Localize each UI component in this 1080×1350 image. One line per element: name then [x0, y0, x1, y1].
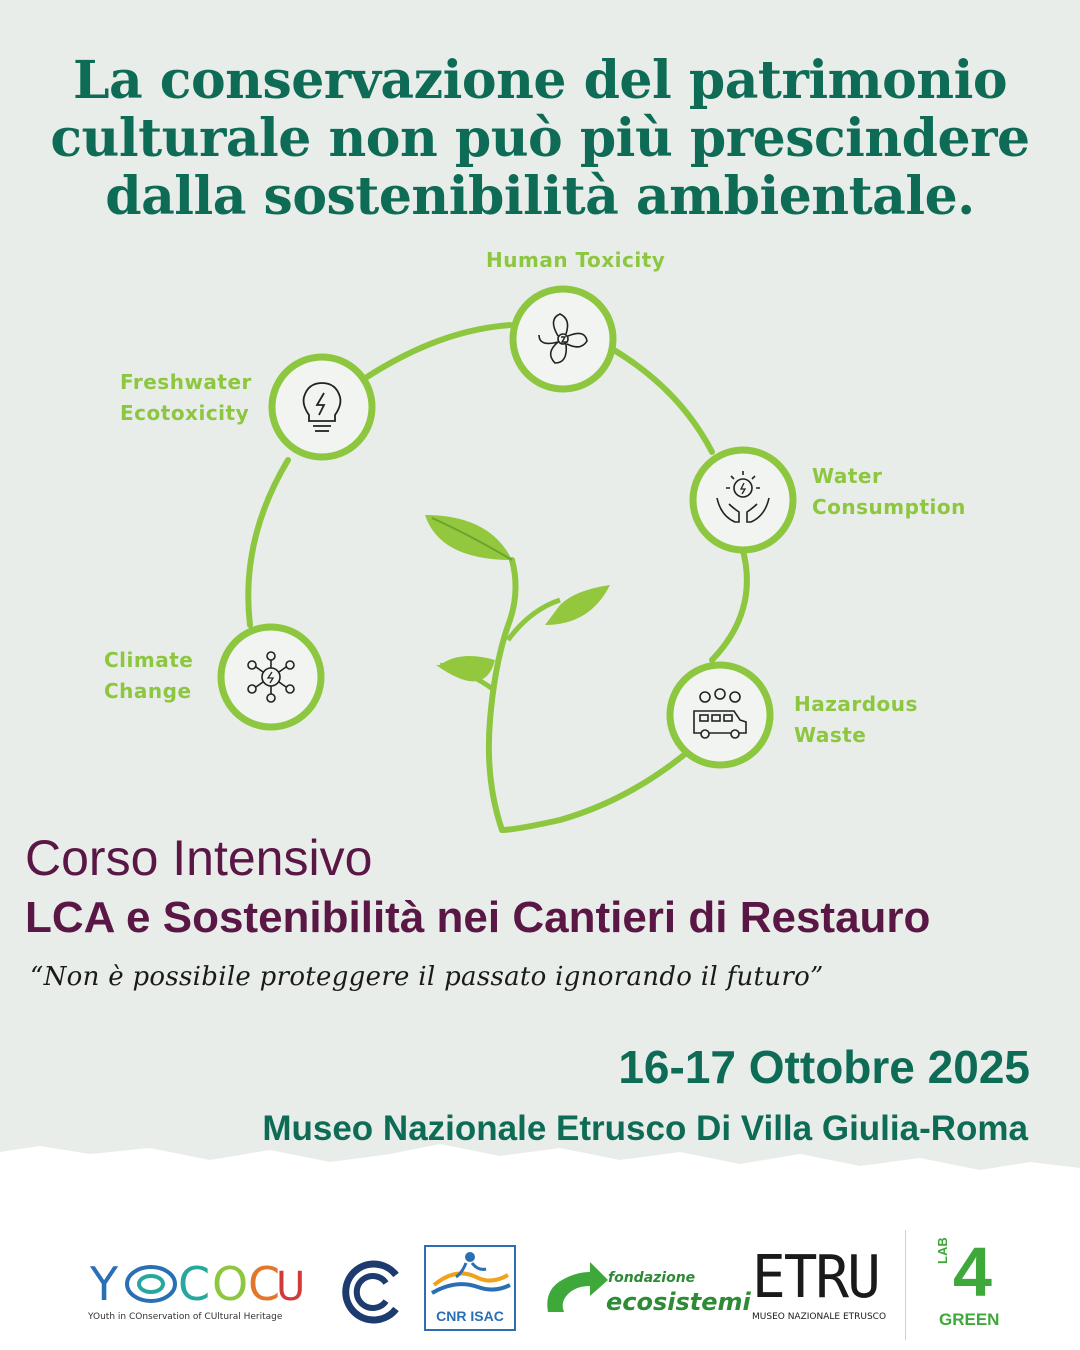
leaf-left	[436, 656, 495, 681]
yococu-logo	[88, 1260, 303, 1320]
svg-text:O: O	[212, 1260, 249, 1306]
ring-arc-bottom	[502, 750, 690, 830]
label-line: Ecotoxicity	[120, 401, 250, 425]
cnr-isac-label: CNR ISAC	[436, 1308, 504, 1324]
ecosistemi-line2: ecosistemi	[606, 1288, 751, 1316]
course-title: LCA e Sostenibilità nei Cantieri di Restauro	[25, 893, 931, 942]
ring-arc-right-lower	[712, 547, 747, 660]
label-line: Water	[812, 464, 883, 488]
logo-divider	[905, 1230, 906, 1340]
lab4green-top: LAB	[935, 1237, 950, 1264]
cnr-emblem-icon	[336, 1257, 406, 1327]
headline	[0, 52, 1080, 226]
node-hazardous-waste	[670, 665, 770, 765]
etru-caption: MUSEO NAZIONALE ETRUSCO	[752, 1312, 887, 1322]
yococu-tagline: YOuth in COnservation of CUltural Heritage	[88, 1312, 283, 1322]
etru-logo	[752, 1243, 892, 1328]
etru-wordmark: ETRU	[752, 1243, 879, 1312]
node-climate-change	[221, 627, 321, 727]
event-venue: Museo Nazionale Etrusco Di Villa Giulia-Roma	[262, 1109, 1028, 1148]
leaf-right	[545, 585, 610, 625]
lab4green-bottom: GREEN	[939, 1310, 1000, 1329]
impact-cycle-diagram	[0, 230, 1080, 840]
isac-box	[424, 1245, 516, 1331]
partner-logos	[0, 1230, 1080, 1340]
yococu-wordmark-icon	[88, 1260, 303, 1306]
fondazione-ecosistemi-logo	[540, 1250, 751, 1330]
svg-text:C: C	[178, 1260, 211, 1306]
cnr-isac-logo	[336, 1245, 516, 1330]
ring-arc-top	[367, 325, 510, 377]
node-water-consumption	[693, 450, 793, 550]
label-line: Hazardous	[794, 692, 918, 716]
label-hazardous-waste	[794, 689, 918, 751]
event-date: 16-17 Ottobre 2025	[618, 1041, 1030, 1093]
node-human-toxicity	[513, 289, 613, 389]
label-line: Waste	[794, 723, 867, 747]
headline-line: dalla sostenibilità ambientale.	[105, 166, 975, 227]
ring-arc-left	[248, 460, 288, 625]
svg-text:Y: Y	[90, 1260, 119, 1306]
label-line: Change	[104, 679, 192, 703]
label-line: Consumption	[812, 495, 966, 519]
course-kicker: Corso Intensivo	[25, 830, 373, 886]
label-freshwater-ecotoxicity	[120, 367, 252, 429]
label-line: Freshwater	[120, 370, 252, 394]
plant-stem	[489, 560, 516, 830]
lab4green-logo	[935, 1233, 1015, 1333]
label-line: Climate	[104, 648, 194, 672]
lab4green-number: 4	[953, 1233, 992, 1311]
label-human-toxicity	[486, 245, 665, 276]
node-freshwater-ecotoxicity	[272, 357, 372, 457]
ecosistemi-line1: fondazione	[608, 1270, 696, 1286]
svg-text:U: U	[276, 1264, 303, 1306]
label-water-consumption	[812, 461, 966, 523]
headline-line: La conservazione del patrimonio	[72, 50, 1008, 111]
ring-arc-right-upper	[614, 350, 712, 452]
isac-wave-icon	[426, 1247, 514, 1302]
svg-text:C: C	[248, 1260, 281, 1306]
label-line: Human Toxicity	[486, 248, 666, 272]
headline-line: culturale non può più prescindere	[50, 108, 1030, 169]
ecosistemi-arrow-icon	[540, 1250, 610, 1320]
course-quote: “Non è possibile proteggere il passato ignorando il futuro”	[30, 962, 824, 992]
plant-sprout-icon	[425, 515, 610, 830]
label-climate-change	[104, 645, 193, 707]
